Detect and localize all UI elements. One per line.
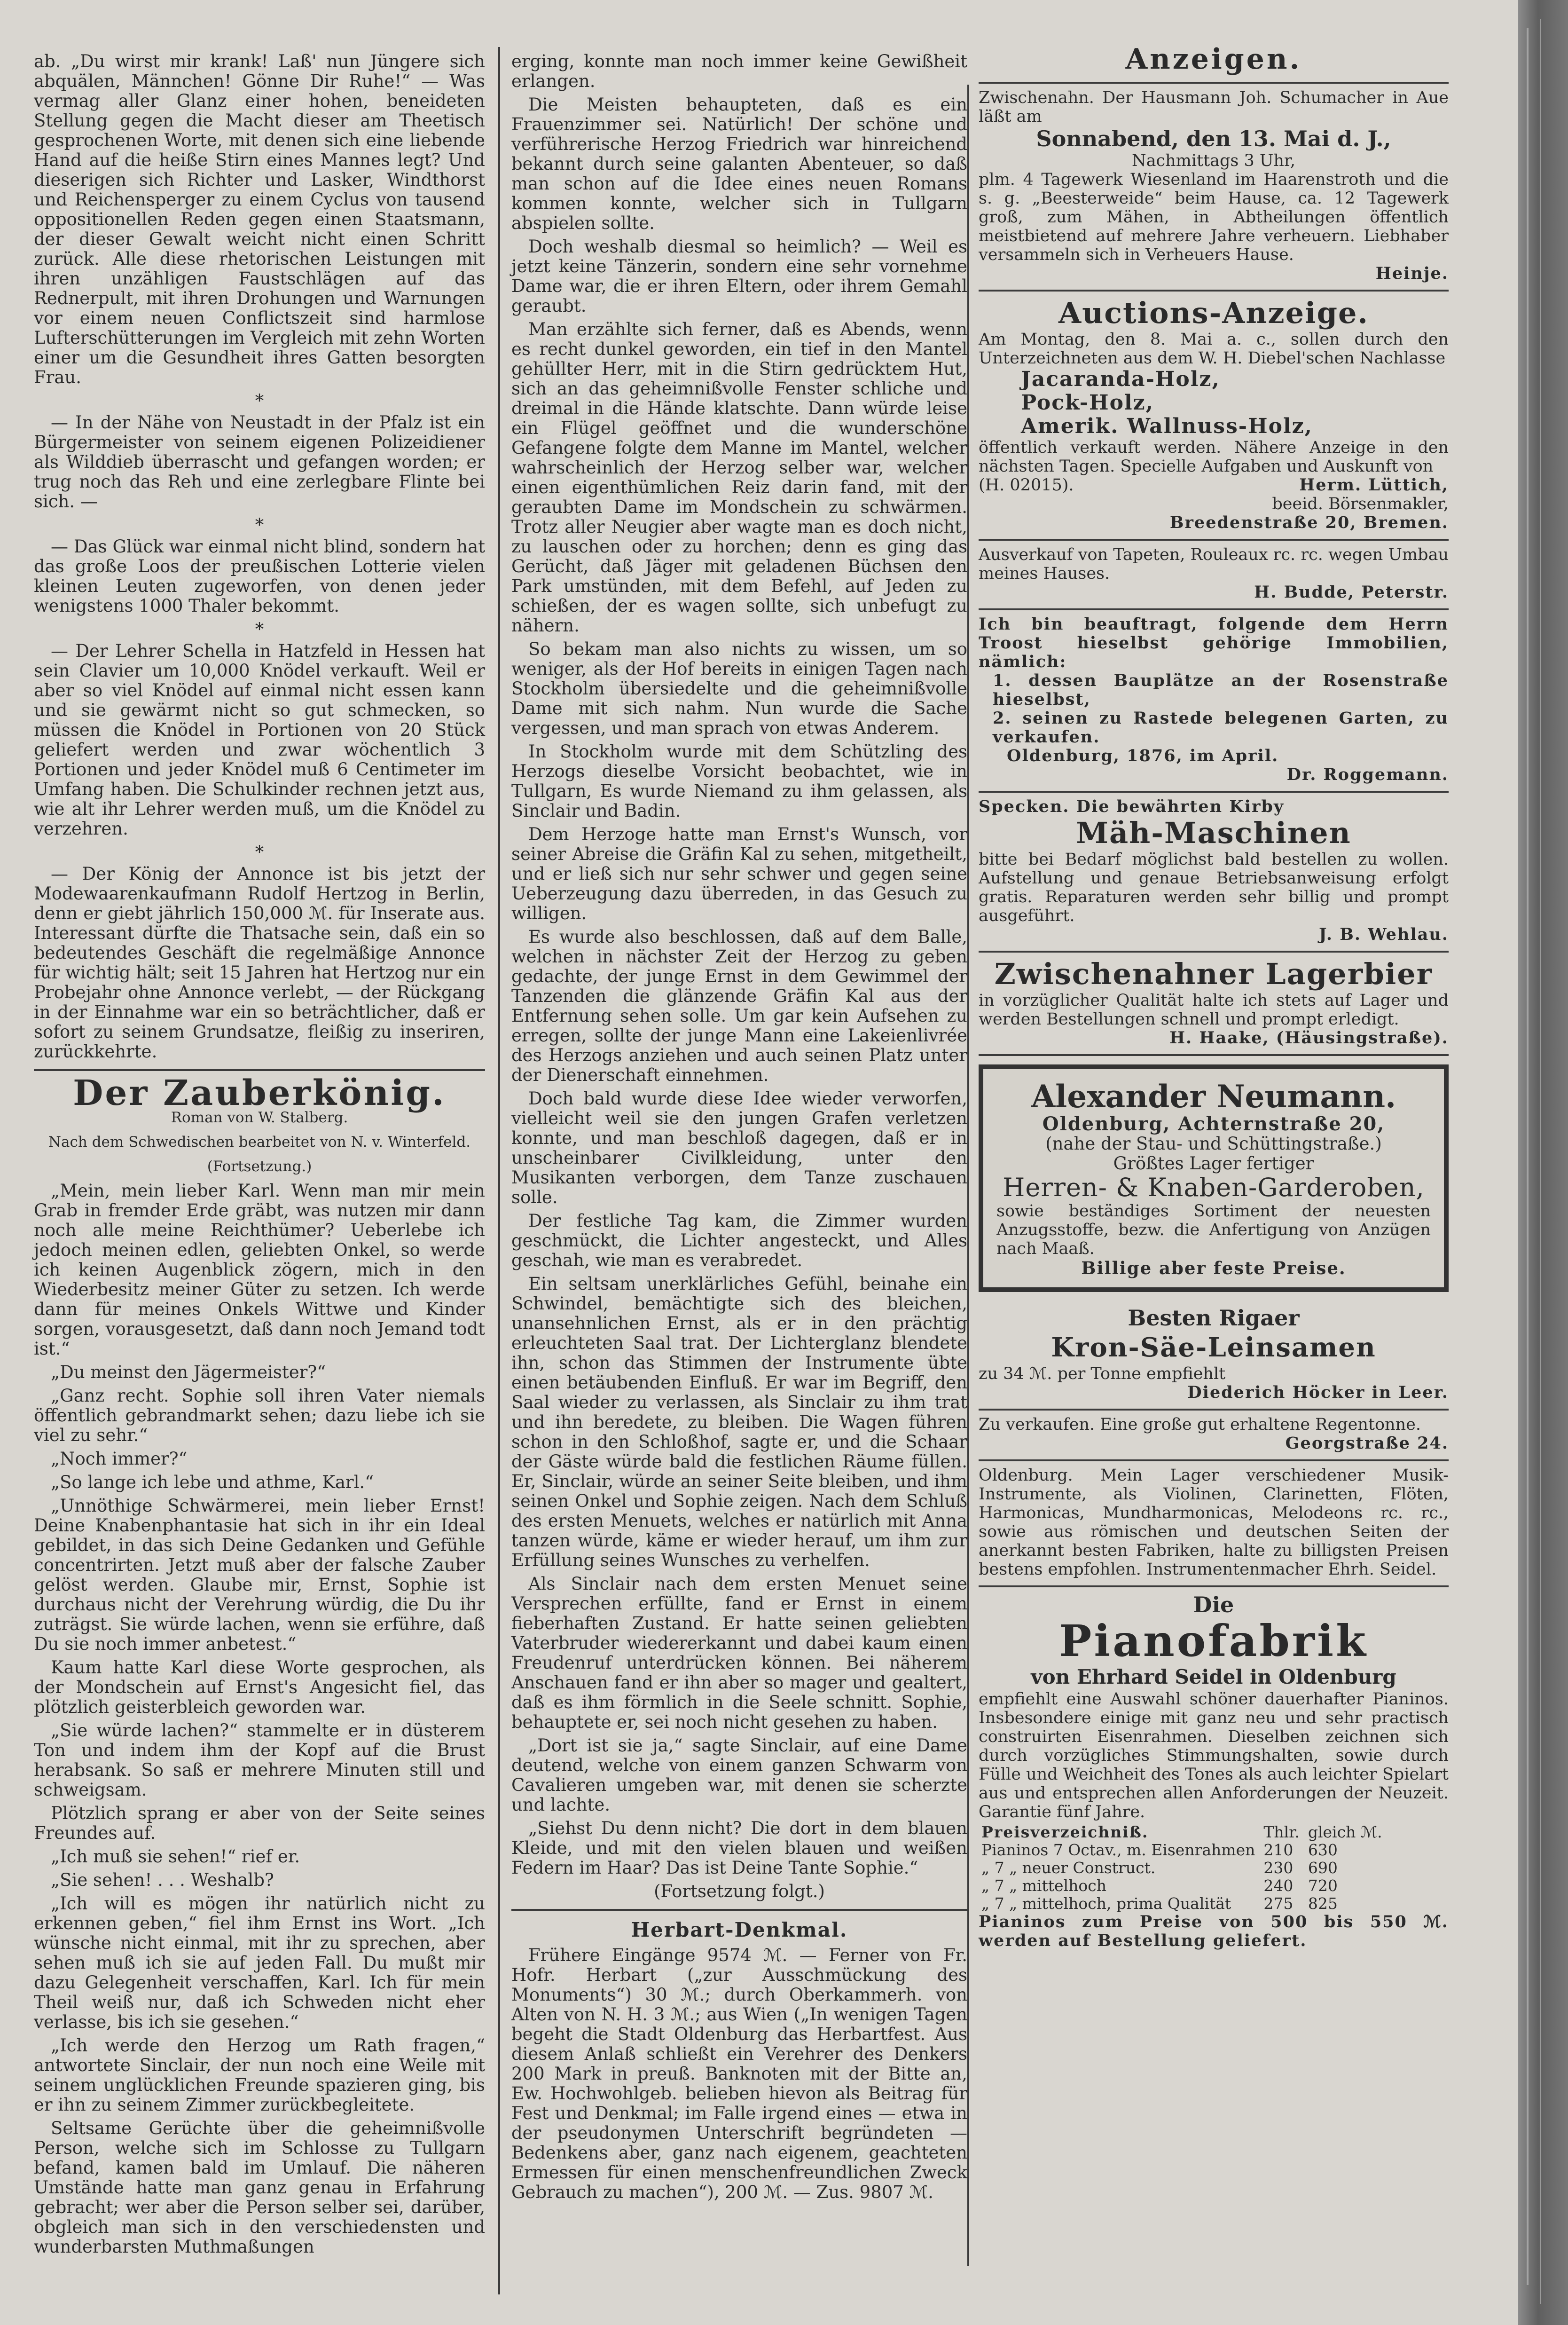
- table-cell: „ 7 „ mittelhoch: [981, 1876, 1106, 1895]
- ad-pianofabrik: [979, 1587, 1449, 1957]
- ad-auction: [979, 292, 1449, 541]
- ad-wallpaper: [979, 541, 1449, 610]
- novel-paragraph: Die Meisten behaupteten, daß es ein Frauenzimmer sei. Natürlich! Der schöne und verführerische Herzog Friedrich war hinreichend bekannt durch seine galanten Abenteuer, so daß man schon auf die Idee eines neuen Romans kommen konnte, welcher sich in Tullgarn abspielen sollte.: [511, 95, 967, 233]
- novel-paragraph: „Ganz recht. Sophie soll ihren Vater niemals öffentlich gebrandmarkt sehen; dazu liebe ich sie viel zu sehr.“: [34, 1386, 485, 1445]
- ad-place: Oldenburg, 1876, im April.: [1007, 746, 1279, 765]
- article-paragraph: — Der König der Annonce ist bis jetzt der Modewaarenkaufmann Rudolf Hertzog in Berlin, denn er giebt jährlich 150,000 ℳ. für Inserate aus. Interessant dürfte die Thatsache sein, daß ein so bedeutendes Geschäft die regelmäßige Annonce für wichtig hält; seit 15 Jahren hat Hertzog nur ein Probejahr ohne Annonce verlebt, — der Rückgang in der Einnahme war ein so beträchtlicher, daß er sofort zu seinem Grundsatze, fleißig zu inseriren, zurückkehrte.: [34, 864, 485, 1062]
- novel-paragraph: „Sie würde lachen?“ stammelte er in düsterem Ton und indem ihm der Kopf auf die Brust herabsank. So saß er mehrere Minuten still und schweigsam.: [34, 1720, 485, 1800]
- ad-address-note: (nahe der Stau- und Schüttingstraße.): [1045, 1134, 1382, 1154]
- herbart-text: Frühere Eingänge 9574 ℳ. — Ferner von Fr. Hofr. Herbart („zur Ausschmückung des Monuments“) 30 ℳ.; durch Oberkammerh. von Alten von N. H. 3 ℳ.; aus Wien („In wenigen Tagen begeht die Stadt Oldenburg das Herbartfest. Aus diesem Anlaß schließt ein Verehrer des Denkers 200 Mark in preuß. Banknoten mit der Bitte an, Ew. Hochwohlgeb. belieben hievon als Beitrag für Fest und Denkmal; im Falle irgend eines — etwa in der pseudonymen Unterschrift begründeten — Bedenkens aber, ganz nach eigenem, geachteten Ermessen für einen menschenfreundlichen Zweck Gebrauch zu machen“), 200 ℳ. — Zus. 9807 ℳ.: [511, 1945, 967, 2202]
- novel-paragraph: erging, konnte man noch immer keine Gewißheit erlangen.: [511, 51, 967, 91]
- continued-note: (Fortsetzung folgt.): [654, 1881, 825, 1901]
- column-2: [511, 52, 967, 2206]
- novel-paragraph: „So lange ich lebe und athme, Karl.“: [51, 1472, 374, 1492]
- novel-paragraph: Doch weshalb diesmal so heimlich? — Weil es jetzt keine Tänzerin, sondern eine sehr vornehme Dame war, die er ihren Eltern, oder ihrem Gemahl geraubt.: [511, 236, 967, 316]
- ad-signature: H. Budde, Peterstr.: [1254, 583, 1449, 602]
- ad-text: bitte bei Bedarf möglichst bald bestellen zu wollen. Aufstellung und genaue Betriebsanweisung erfolgt gratis. Reparaturen werden sehr billig und prompt ausgeführt.: [979, 850, 1449, 925]
- table-cell: 825: [1308, 1894, 1338, 1913]
- table-cell: Pianinos 7 Octav., m. Eisenrahmen: [981, 1841, 1255, 1859]
- ad-title: Zwischenahner Lagerbier: [994, 957, 1433, 991]
- table-cell: 275: [1263, 1894, 1294, 1913]
- price-table: [981, 1823, 1391, 1913]
- ad-text: Zu verkaufen. Eine große gut erhaltene Regentonne.: [979, 1415, 1421, 1434]
- ad-text: öffentlich verkauft werden. Nähere Anzeige in den nächsten Tagen. Specielle Aufgaben und Auskunft von: [979, 438, 1449, 476]
- table-cell: 230: [1263, 1859, 1294, 1877]
- article-paragraph: ab. „Du wirst mir krank! Laß' nun Jüngere sich abquälen, Männchen! Gönne Dir Ruhe!“ — Was vermag aller Glanz einer hohen, beneideten Stellung gegen die Macht dieser am Theetisch gesprochenen Worte, mit denen sich eine liebende Hand auf die heiße Stirn eines Mannes legt? Und dieserigen sich Richter und Lasker, Windthorst und Reichensperger zu einem Cyclus von tausend oppositionellen Reden gegen einen Staatsmann, der dieser Gewalt weicht nicht einen Schritt zurück. Alle diese rhetorischen Leistungen mit ihren unzähligen Faustschlägen auf das Rednerpult, mit ihren Drohungen und Warnungen vor einem neuen Conflictszeit sind harmlose Lufterschütterungen im Vergleich mit zehn Worten einer um die Gesundheit ihres Gatten besorgten Frau.: [34, 51, 485, 387]
- novel-byline: Roman von W. Stalberg.: [171, 1109, 348, 1126]
- novel-paragraph: „Sie sehen! . . . Weshalb?: [51, 1870, 274, 1890]
- ad-text: zu 34 ℳ. per Tonne empfiehlt: [979, 1364, 1226, 1383]
- novel-paragraph: Kaum hatte Karl diese Worte gesprochen, als der Mondschein auf Ernst's Angesicht fiel, das plötzlich geisterbleich geworden war.: [34, 1657, 485, 1717]
- novel-paragraph: Dem Herzoge hatte man Ernst's Wunsch, vor seiner Abreise die Gräfin Kal zu sehen, mitgetheilt, und er ließ sich nur sehr schwer und gegen seine Ueberzeugung dazu überreden, in das Gesuch zu willigen.: [511, 824, 967, 923]
- table-header-cell: Thlr.: [1263, 1823, 1300, 1841]
- divider: [34, 1069, 485, 1071]
- novel-paragraph: „Dort ist sie ja,“ sagte Sinclair, auf eine Dame deutend, welche von einem ganzen Schwarm von Cavalieren umgeben war, mit denen sie scherzte und lachte.: [511, 1735, 967, 1815]
- novel-paragraph: Doch bald wurde diese Idee wieder verworfen, vielleicht weil sie den jungen Grafen verletzen konnte, und man beschloß dagegen, daß er in unscheinbarer Civilkleidung, unter den Musikanten verborgen, dem Tanze zuschauen solle.: [511, 1088, 967, 1207]
- table-cell: 210: [1263, 1841, 1294, 1859]
- ad-signature: J. B. Wehlau.: [1319, 925, 1449, 944]
- ad-text: in vorzüglicher Qualität halte ich stets auf Lager und werden Bestellungen schnell und prompt erledigt.: [979, 991, 1449, 1029]
- ads-heading: Anzeigen.: [1125, 43, 1302, 76]
- novel-paragraph: Als Sinclair nach dem ersten Menuet seine Versprechen erfüllte, fand er Ernst in einem fieberhaften Zustand. Er hatte seinen geliebten Vaterbruder wiedererkannt und dabei kaum einen Freudenruf unterdrücken können. Bei näherem Anschauen fand er ihn aber so mager und gealtert, daß es ihm förmlich in die Seele schnitt. Sophie, behauptete er, sei noch nicht gesehen zu haben.: [511, 1574, 967, 1732]
- ad-price: Billige aber feste Preise.: [1081, 1258, 1346, 1278]
- ad-lead: Specken. Die bewährten Kirby: [979, 797, 1285, 816]
- ad-subtitle: von Ehrhard Seidel in Oldenburg: [1031, 1665, 1396, 1688]
- novel-paragraph: „Noch immer?“: [51, 1449, 188, 1469]
- novel-paragraph: „Ich muß sie sehen!“ rief er.: [51, 1846, 300, 1867]
- ad-goods: Herren- & Knaben-Garderoben,: [1003, 1173, 1425, 1202]
- ad-zwischenahn: [979, 84, 1449, 292]
- novel-paragraph: In Stockholm wurde mit dem Schützling des Herzogs dieselbe Vorsicht beobachtet, wie in Tullgarn, Es wurde Niemand zu ihm gelassen, als Sinclair und Badin.: [511, 741, 967, 821]
- ad-item: 1. dessen Bauplätze an der Rosenstraße hieselbst,: [993, 671, 1449, 709]
- ad-text: Ausverkauf von Tapeten, Rouleaux rc. rc. wegen Umbau meines Hauses.: [979, 545, 1449, 583]
- column-3-ads: [979, 45, 1449, 1957]
- ad-title: Kron-Säe-Leinsamen: [1051, 1332, 1376, 1363]
- novel-paragraph: „Du meinst den Jägermeister?“: [51, 1362, 326, 1382]
- novel-paragraph: Der festliche Tag kam, die Zimmer wurden geschmückt, die Lichter angesteckt, und Alles geschah, wie man es verabredet.: [511, 1211, 967, 1270]
- ad-line1: Besten Rigaer: [1128, 1305, 1300, 1331]
- ad-name: Alexander Neumann.: [1031, 1078, 1396, 1115]
- ad-instruments: [979, 1461, 1449, 1587]
- table-row: [981, 1841, 1391, 1859]
- ad-text: sowie beständiges Sortiment der neuesten Anzugsstoffe, bezw. die Anfertigung von Anzügen nach Maaß.: [996, 1202, 1431, 1258]
- table-row: [981, 1895, 1391, 1913]
- ad-signature: Georgstraße 24.: [1285, 1434, 1449, 1453]
- ad-address: Oldenburg, Achternstraße 20,: [1042, 1113, 1385, 1135]
- ads-heading-block: [979, 45, 1449, 84]
- novel-paragraph: So bekam man also nichts zu wissen, um so weniger, als der Hof bereits in einigen Tagen nach Stockholm übersiedelte und die geheimnißvolle Dame mit sich nahm. Nun wurde die Sache vergessen, und man sprach von etwas Anderem.: [511, 639, 967, 738]
- table-cell: 240: [1263, 1876, 1294, 1895]
- ad-lager: Größtes Lager fertiger: [1113, 1153, 1314, 1174]
- ad-item: Jacaranda-Holz,: [1021, 367, 1220, 391]
- ad-leinsamen: [979, 1300, 1449, 1411]
- ad-die: Die: [1193, 1592, 1234, 1617]
- ad-lead: Zwischenahn. Der Hausmann Joh. Schumacher in Aue läßt am: [979, 88, 1449, 126]
- ad-lagerbier: [979, 953, 1449, 1056]
- novel-paragraph: „Ich will es mögen ihr natürlich nicht zu erkennen geben,“ fiel ihm Ernst ins Wort. „Ich wünsche nicht einmal, mit ihr zu sprechen, aber sehen muß ich sie auf jeden Fall. Du mußt mir dazu Gelegenheit verschaffen, Karl. Ich für mein Theil weiß nur, daß ich Schweden nicht eher verlasse, bis ich sie gesehen.“: [34, 1893, 485, 2032]
- ad-signature-role: beeid. Börsenmakler,: [1272, 495, 1449, 513]
- divider: [511, 1909, 967, 1911]
- article-paragraph: — Der Lehrer Schella in Hatzfeld in Hessen hat sein Clavier um 10,000 Knödel verkauft. Weil er aber so viel Knödel auf einmal nicht essen kann und sie gewärmt nicht so gut schmecken, so müssen die Knödel in Portionen von 20 Stück geliefert werden und zwar wöchentlich 3 Portionen und jeder Knödel muß 6 Centimeter im Umfang haben. Die Schulkinder rechnen jetzt aus, wie alt ihr Lehrer werden muß, um die Knödel zu verzehren.: [34, 641, 485, 839]
- table-row: [981, 1859, 1391, 1877]
- ad-signature: Dr. Roggemann.: [1286, 765, 1449, 784]
- ad-title: Mäh-Maschinen: [1076, 816, 1351, 850]
- table-header-cell: gleich ℳ.: [1308, 1823, 1382, 1841]
- ad-mowers: [979, 793, 1449, 953]
- ad-title: Pianofabrik: [1059, 1616, 1368, 1666]
- novel-translation: Nach dem Schwedischen bearbeitet von N. v. Winterfeld.: [48, 1134, 471, 1151]
- ad-signature: H. Haake, (Häusingstraße).: [1169, 1028, 1449, 1048]
- table-header: [981, 1823, 1391, 1841]
- ad-time: Nachmittags 3 Uhr,: [1132, 151, 1295, 170]
- novel-paragraph: „Siehst Du denn nicht? Die dort in dem blauen Kleide, und mit den vielen blauen und weißen Federn im Haar? Das ist Deine Tante Sophie.“: [511, 1818, 967, 1878]
- ad-text: Oldenburg. Mein Lager verschiedener Musik-Instrumente, als Violinen, Clarinetten, Flöten, Harmonicas, Mundharmonicas, Melodeons rc. rc., sowie aus römischen und deutschen Seiten der anerkannt besten Fabriken, halte zu billigsten Preisen bestens empfohlen. Instrumentenmacher Ehrh. Seidel.: [979, 1466, 1449, 1579]
- herbart-title: Herbart-Denkmal.: [631, 1918, 848, 1941]
- article-paragraph: — Das Glück war einmal nicht blind, sondern hat das große Loos der preußischen Lotterie vielen kleinen Leuten zugeworfen, von denen jeder wenigstens 1000 Thaler bekommt.: [34, 536, 485, 616]
- separator-star: *: [255, 619, 264, 639]
- novel-paragraph: Ein seltsam unerklärliches Gefühl, beinahe ein Schwindel, bemächtigte sich des bleichen, unansehnlichen Ernst, als er in den prächtig erleuchteten Saal trat. Der Lichterglanz blendete ihn, schon das Stimmen der Instrumente übte einen betäubenden Einfluß. Er war im Begriff, den Saal wieder zu verlassen, als Sinclair zu ihm trat und ihn beredete, zu bleiben. Die Wagen führen schon in den Schloßhof, sagte er, und die Schaar der Gäste würde bald die festlichen Räume füllen. Er, Sinclair, würde an seiner Seite bleiben, und ihm seinen Onkel und Sophie zeigen. Nach dem Schluß des ersten Menuets, welches er natürlich mit Anna tanzen würde, käme er wieder herauf, um ihm zur Erfüllung seines Wunsches zu verhelfen.: [511, 1274, 967, 1570]
- ad-item: Amerik. Wallnuss-Holz,: [1021, 414, 1313, 438]
- novel-title: Der Zauberkönig.: [73, 1073, 446, 1113]
- separator-star: *: [255, 842, 264, 862]
- novel-paragraph: „Mein, mein lieber Karl. Wenn man mir mein Grab in fremder Erde gräbt, was nutzen mir dann noch alle meine Reichthümer? Ueberlebe ich jedoch meinen edlen, geliebten Onkel, so werde ich keinen Augenblick zögern, mich in den Wiederbesitz meiner Güter zu setzen. Ich werde dann für meines Onkels Wittwe und Kinder sorgen, vorausgesetzt, daß dann noch Jemand todt ist.“: [34, 1181, 485, 1359]
- ad-item: 2. seinen zu Rastede belegenen Garten, zu verkaufen.: [993, 709, 1449, 747]
- table-cell: 690: [1308, 1859, 1338, 1877]
- ad-footer: Pianinos zum Preise von 500 bis 550 ℳ. werden auf Bestellung geliefert.: [979, 1912, 1449, 1950]
- separator-star: *: [255, 391, 264, 411]
- ad-item: Pock-Holz,: [1021, 391, 1154, 415]
- table-header-cell: Preisverzeichniß.: [981, 1823, 1149, 1841]
- separator-star: *: [255, 515, 264, 535]
- column-rule: [967, 85, 969, 2266]
- ad-neumann-box: [979, 1064, 1449, 1292]
- ad-signature: Diederich Höcker in Leer.: [1187, 1383, 1449, 1402]
- article-paragraph: — In der Nähe von Neustadt in der Pfalz ist ein Bürgermeister von seinem eigenen Polizeidiener als Wilddieb überrascht und gefangen worden; er trug noch das Reh und eine zerlegbare Flinte bei sich. —: [34, 412, 485, 512]
- ad-signature: Heinje.: [1375, 264, 1449, 283]
- column-rule: [498, 47, 500, 2294]
- novel-paragraph: Seltsame Gerüchte über die geheimnißvolle Person, welche sich im Schlosse zu Tullgarn befand, kamen bald im Umlauf. Die näheren Umstände hatte man ganz genau in Erfahrung gebracht; wer aber die Person selber sei, darüber, obgleich man sich in den verschiedensten und wunderbarsten Muthmaßungen: [34, 2118, 485, 2257]
- table-cell: „ 7 „ neuer Construct.: [981, 1859, 1156, 1877]
- novel-paragraph: „Ich werde den Herzog um Rath fragen,“ antwortete Sinclair, der nun noch eine Weile mit seinem unglücklichen Freunde spazieren ging, bis er ihn zu seinem Zimmer zurückbegleitete.: [34, 2035, 485, 2115]
- ad-body: plm. 4 Tagewerk Wiesenland im Haarenstroth und die s. g. „Beesterweide“ beim Hause, ca. 12 Tagewerk groß, zum Mähen, in Abtheilungen öffentlich meistbietend auf mehrere Jahre verheuern. Liebhaber versammeln sich in Verheuers Hause.: [979, 170, 1449, 264]
- ad-title: Auctions-Anzeige.: [1058, 296, 1369, 330]
- novel-paragraph: Es wurde also beschlossen, daß auf dem Balle, welchen in nächster Zeit der Herzog zu geben gedachte, der junge Ernst in dem Gewimmel der Tanzenden die glänzende Gräfin Kal aus der Entfernung sehen solle. Um gar kein Aufsehen zu erregen, sollte der junge Mann eine Lakeienlivrée des Herzogs anziehen und auch seinen Platz unter der Dienerschaft einnehmen.: [511, 927, 967, 1085]
- ad-code: (H. 02015).: [979, 476, 1074, 495]
- table-cell: 630: [1308, 1841, 1338, 1859]
- ad-text: Am Montag, den 8. Mai a. c., sollen durch den Unterzeichneten aus dem W. H. Diebel'schen Nachlasse: [979, 330, 1449, 368]
- ad-regentonne: [979, 1411, 1449, 1461]
- ad-signature: Herm. Lüttich,: [1299, 475, 1449, 495]
- ad-immobilien: [979, 610, 1449, 793]
- table-cell: 720: [1308, 1876, 1338, 1895]
- novel-paragraph: Man erzählte sich ferner, daß es Abends, wenn es recht dunkel geworden, ein tief in den Mantel gehüllter Herr, mit in die Stirn gedrücktem Hut, sich an das geheimnißvolle Fenster schliche und dreimal in die Hände klatschte. Dann würde leise ein Flügel geöffnet und die wunderschöne Gefangene folgte dem Manne im Mantel, welcher wahrscheinlich der Herzog selber war, welcher einen eigenthümlichen Reiz darin fand, mit der geraubten Dame im Mondschein zu schwärmen. Trotz aller Neugier aber wagte man es doch nicht, zu lauschen oder zu horchen; denn es ging das Gerücht, daß Jäger mit geladenen Büchsen den Park umstünden, mit dem Befehl, auf Jeden zu schießen, der es wagen sollte, sich unbefugt zu nähern.: [511, 319, 967, 636]
- table-cell: „ 7 „ mittelhoch, prima Qualität: [981, 1894, 1231, 1913]
- novel-continuation: (Fortsetzung.): [207, 1158, 312, 1175]
- novel-paragraph: Plötzlich sprang er aber von der Seite seines Freundes auf.: [34, 1803, 485, 1843]
- ad-text: Ich bin beauftragt, folgende dem Herrn Troost hieselbst gehörige Immobilien, nämlich:: [979, 615, 1449, 671]
- column-1: [34, 52, 485, 2261]
- ad-signature-address: Breedenstraße 20, Bremen.: [1169, 513, 1449, 532]
- novel-paragraph: „Unnöthige Schwärmerei, mein lieber Ernst! Deine Knabenphantasie hat sich in ihr ein Ideal gebildet, in das sich Deine Gedanken und Gefühle concentrirten. Jetzt muß aber der falsche Zauber gelöst werden. Glaube mir, Ernst, Sophie ist durchaus nicht der Verehrung würdig, die Du ihr zuträgst. Sie würde lachen, wenn sie erführe, daß Du sie noch immer anbetest.“: [34, 1496, 485, 1654]
- ad-text: empfiehlt eine Auswahl schöner dauerhafter Pianinos. Insbesondere einige mit ganz neu und sehr practisch construirten Eisenrahmen. Dieselben zeichnen sich durch vorzügliches Stimmungshalten, sowie durch Fülle und Weichheit des Tones als auch leichter Spielart aus und entsprechen allen Anforderungen der Neuzeit. Garantie fünf Jahre.: [979, 1690, 1449, 1821]
- ad-date: Sonnabend, den 13. Mai d. J.,: [1036, 126, 1391, 151]
- table-row: [981, 1877, 1391, 1895]
- book-page-edge: [1518, 0, 1568, 2325]
